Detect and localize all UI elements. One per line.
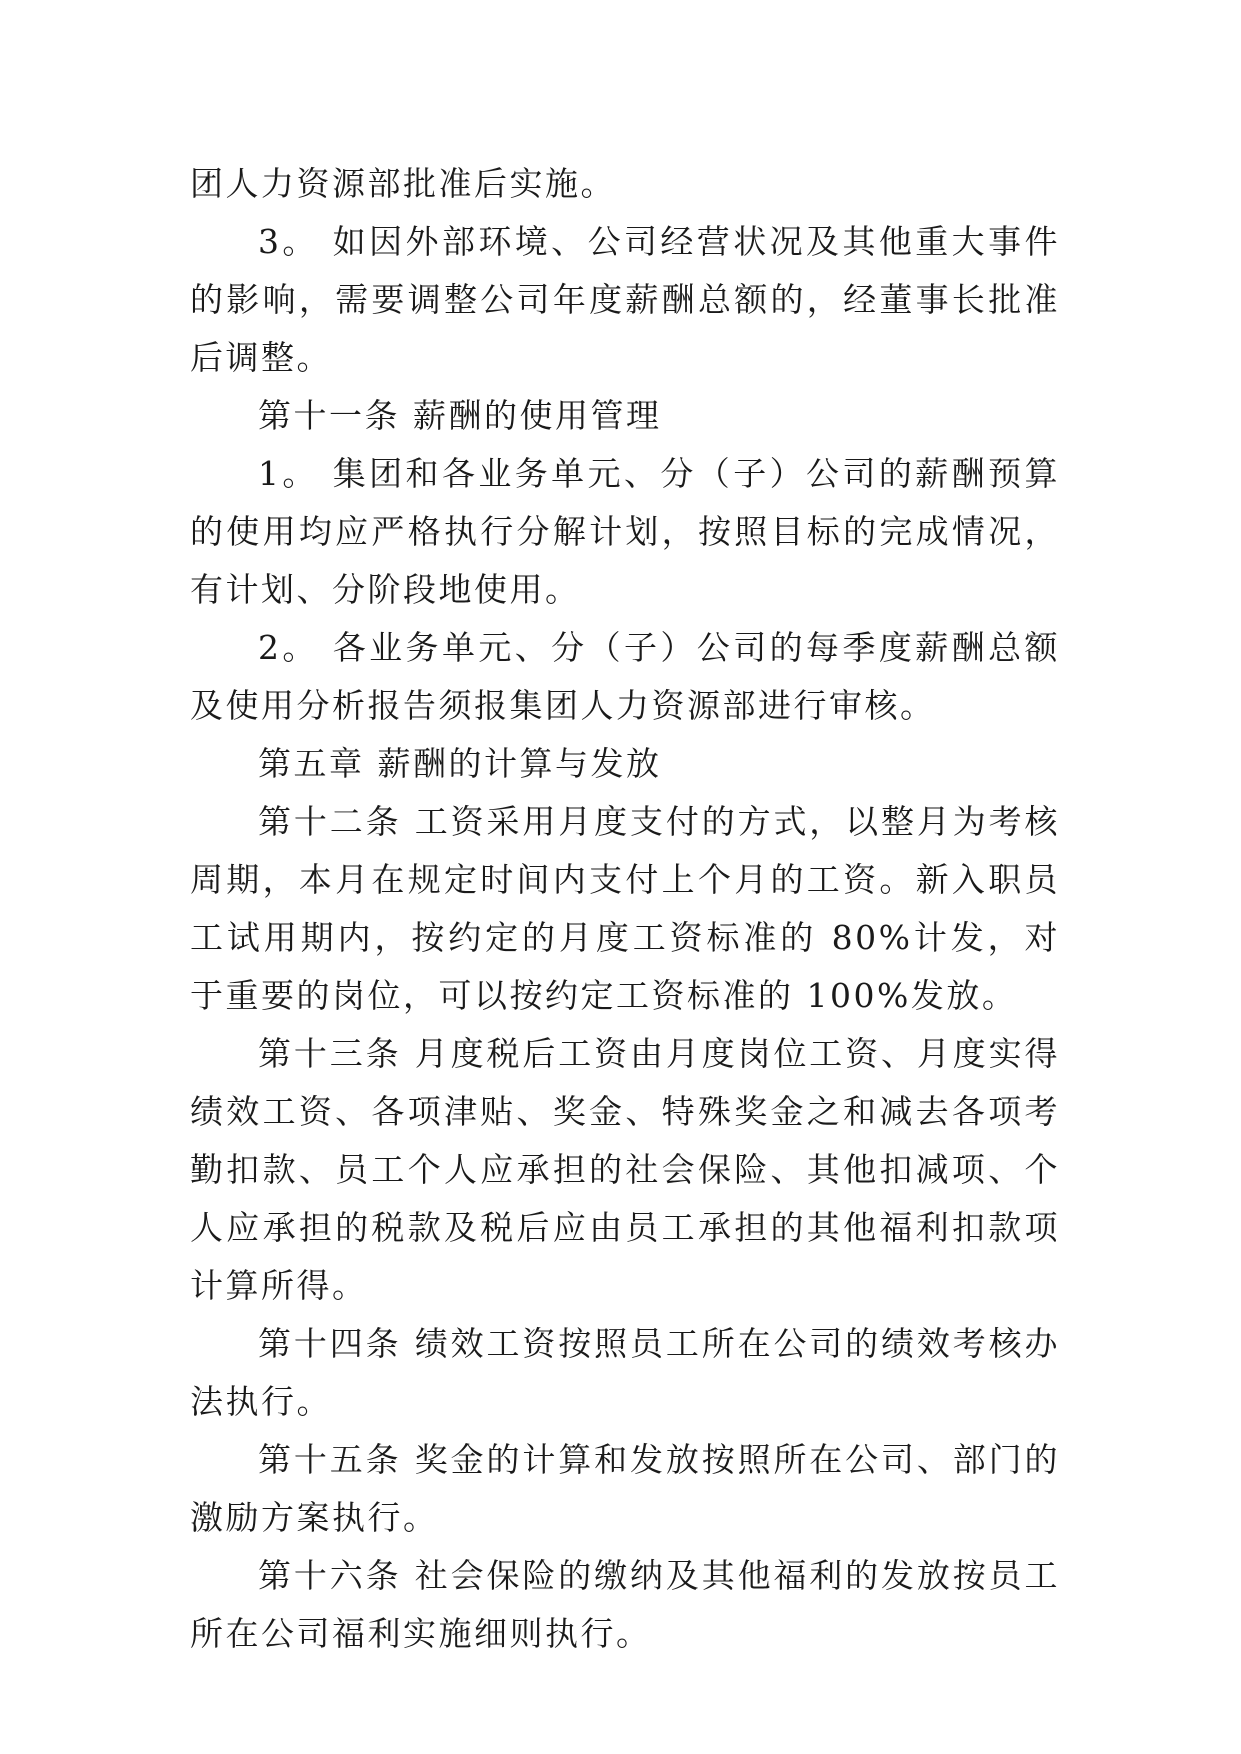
article-15: 第十五条 奖金的计算和发放按照所在公司、部门的激励方案执行。 [190, 1440, 1060, 1537]
article-11-heading: 第十一条 薪酬的使用管理 [258, 396, 662, 435]
article-16: 第十六条 社会保险的缴纳及其他福利的发放按员工所在公司福利实施细则执行。 [190, 1556, 1060, 1653]
paragraph-item-1: 1。 集团和各业务单元、分（子）公司的薪酬预算的使用均应严格执行分解计划，按照目标的完成情况，有计划、分阶段地使用。 [190, 454, 1060, 609]
paragraph-continuation: 团人力资源部批准后实施。 [190, 164, 616, 203]
paragraph-item-2: 2。 各业务单元、分（子）公司的每季度薪酬总额及使用分析报告须报集团人力资源部进行审核。 [190, 628, 1060, 725]
chapter-5-heading: 第五章 薪酬的计算与发放 [258, 744, 662, 783]
article-14: 第十四条 绩效工资按照员工所在公司的绩效考核办法执行。 [190, 1324, 1060, 1421]
article-13: 第十三条 月度税后工资由月度岗位工资、月度实得绩效工资、各项津贴、奖金、特殊奖金之和减去各项考勤扣款、员工个人应承担的社会保险、其他扣减项、个人应承担的税款及税后应由员工承担的其他福利扣款项计算所得。 [190, 1034, 1060, 1305]
paragraph-item-3: 3。 如因外部环境、公司经营状况及其他重大事件的影响，需要调整公司年度薪酬总额的，经董事长批准后调整。 [190, 222, 1060, 377]
document-body [190, 155, 1060, 1663]
article-12: 第十二条 工资采用月度支付的方式，以整月为考核周期，本月在规定时间内支付上个月的工资。新入职员工试用期内，按约定的月度工资标准的 80%计发，对于重要的岗位，可以按约定工资标准的 100%发放。 [190, 802, 1060, 1015]
